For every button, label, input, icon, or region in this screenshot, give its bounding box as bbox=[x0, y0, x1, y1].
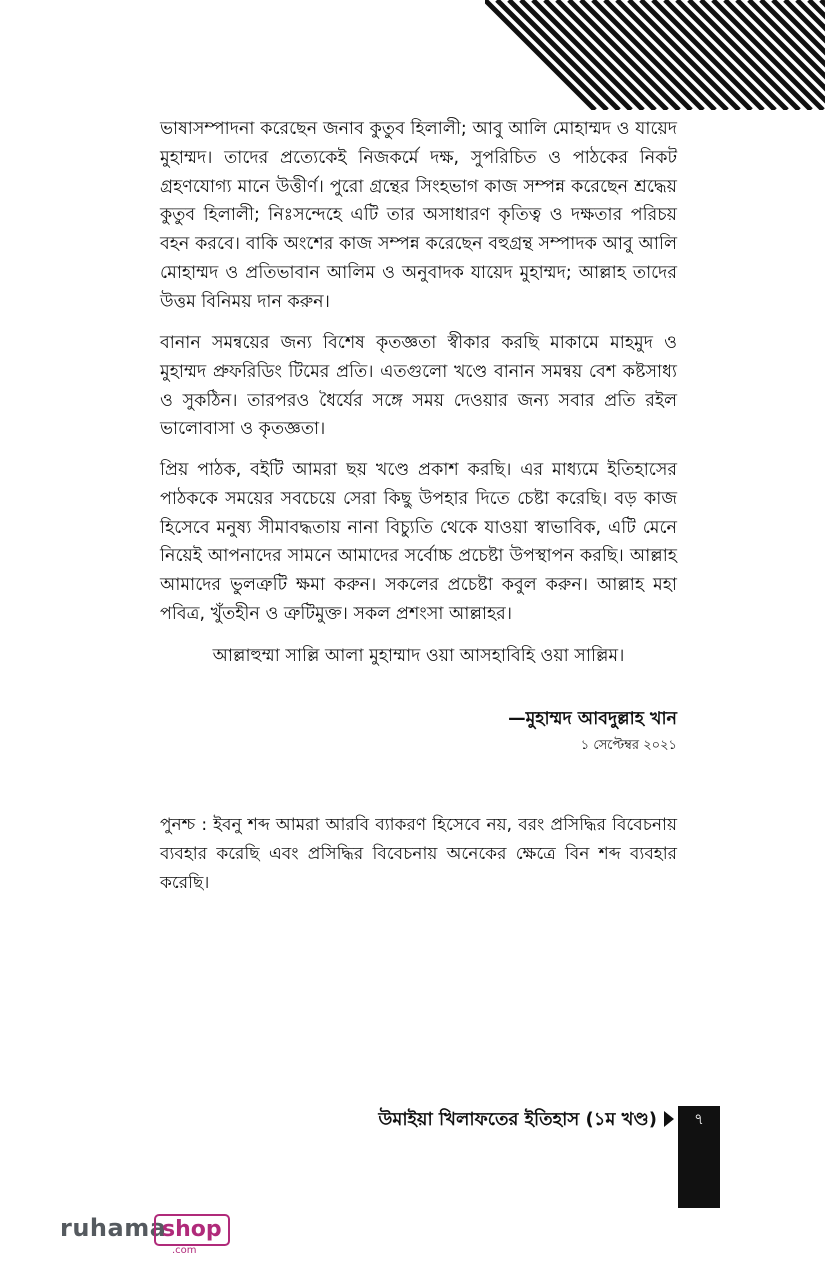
logo-brand-text: ruhama bbox=[60, 1214, 167, 1242]
triangle-arrow-icon bbox=[664, 1111, 674, 1127]
author-signature: —মুহাম্মদ আবদুল্লাহ খান bbox=[508, 709, 677, 729]
logo-domain-text: .com bbox=[172, 1245, 197, 1256]
ruhamashop-logo bbox=[60, 1212, 230, 1262]
footer-book-title: উমাইয়া খিলাফতের ইতিহাস (১ম খণ্ড) bbox=[378, 1109, 657, 1130]
paragraph-proofreading-thanks: বানান সমন্বয়ের জন্য বিশেষ কৃতজ্ঞতা স্বীকার করছি মাকামে মাহমুদ ও মুহাম্মদ প্রুফরিডিং টিমের প্রতি। এতগুলো খণ্ডে বানান সমন্বয় বেশ কষ্টসাধ্য ও সুকঠিন। তারপরও ধৈর্যের সঙ্গে সময় দেওয়ার জন্য সবার প্রতি রইল ভালোবাসা ও কৃতজ্ঞতা। bbox=[160, 333, 677, 440]
page-number-tab bbox=[678, 1106, 720, 1208]
salawat-line: আল্লাহুম্মা সাল্লি আলা মুহাম্মাদ ওয়া আসহাবিহি ওয়া সাল্লিম। bbox=[212, 646, 625, 666]
postscript-note: পুনশ্চ : ইবনু শব্দ আমরা আরবি ব্যাকরণ হিসেবে নয়, বরং প্রসিদ্ধির বিবেচনায় ব্যবহার করেছি এবং প্রসিদ্ধির বিবেচনায় অনেকের ক্ষেত্রে বিন শব্দ ব্যবহার করেছি। bbox=[160, 815, 677, 893]
corner-stripes-decoration bbox=[485, 0, 825, 110]
paragraph-editing-credits: ভাষাসম্পাদনা করেছেন জনাব কুতুব হিলালী; আবু আলি মোহাম্মদ ও যায়েদ মুহাম্মদ। তাদের প্রত্যেকেই নিজকর্মে দক্ষ, সুপরিচিত ও পাঠকের নিকট গ্রহণযোগ্য মানে উত্তীর্ণ। পুরো গ্রন্থের সিংহভাগ কাজ সম্পন্ন করেছেন শ্রদ্ধেয় কুতুব হিলালী; নিঃসন্দেহে এটি তার অসাধারণ কৃতিত্ব ও দক্ষতার পরিচয় বহন করবে। বাকি অংশের কাজ সম্পন্ন করেছেন বহুগ্রন্থ সম্পাদক আবু আলি মোহাম্মদ ও প্রতিভাবান আলিম ও অনুবাদক যায়েদ মুহাম্মদ; আল্লাহ তাদের উত্তম বিনিময় দান করুন। bbox=[160, 119, 677, 312]
paragraph-reader-note: প্রিয় পাঠক, বইটি আমরা ছয় খণ্ডে প্রকাশ করছি। এর মাধ্যমে ইতিহাসের পাঠককে সময়ের সবচেয়ে সেরা কিছু উপহার দিতে চেষ্টা করেছি। বড় কাজ হিসেবে মনুষ্য সীমাবদ্ধতায় নানা বিচ্যুতি থেকে যাওয়া স্বাভাবিক, এটি মেনে নিয়েই আপনাদের সামনে আমাদের সর্বোচ্চ প্রচেষ্টা উপস্থাপন করছি। আল্লাহ আমাদের ভুলত্রুটি ক্ষমা করুন। সকলের প্রচেষ্টা কবুল করুন। আল্লাহ মহা পবিত্র, খুঁতহীন ও ত্রুটিমুক্ত। সকল প্রশংসা আল্লাহর। bbox=[160, 460, 677, 624]
page-number: ৭ bbox=[694, 1110, 704, 1128]
signature-date: ১ সেপ্টেম্বর ২০২১ bbox=[580, 738, 677, 753]
logo-shop-badge: shop bbox=[154, 1214, 230, 1246]
